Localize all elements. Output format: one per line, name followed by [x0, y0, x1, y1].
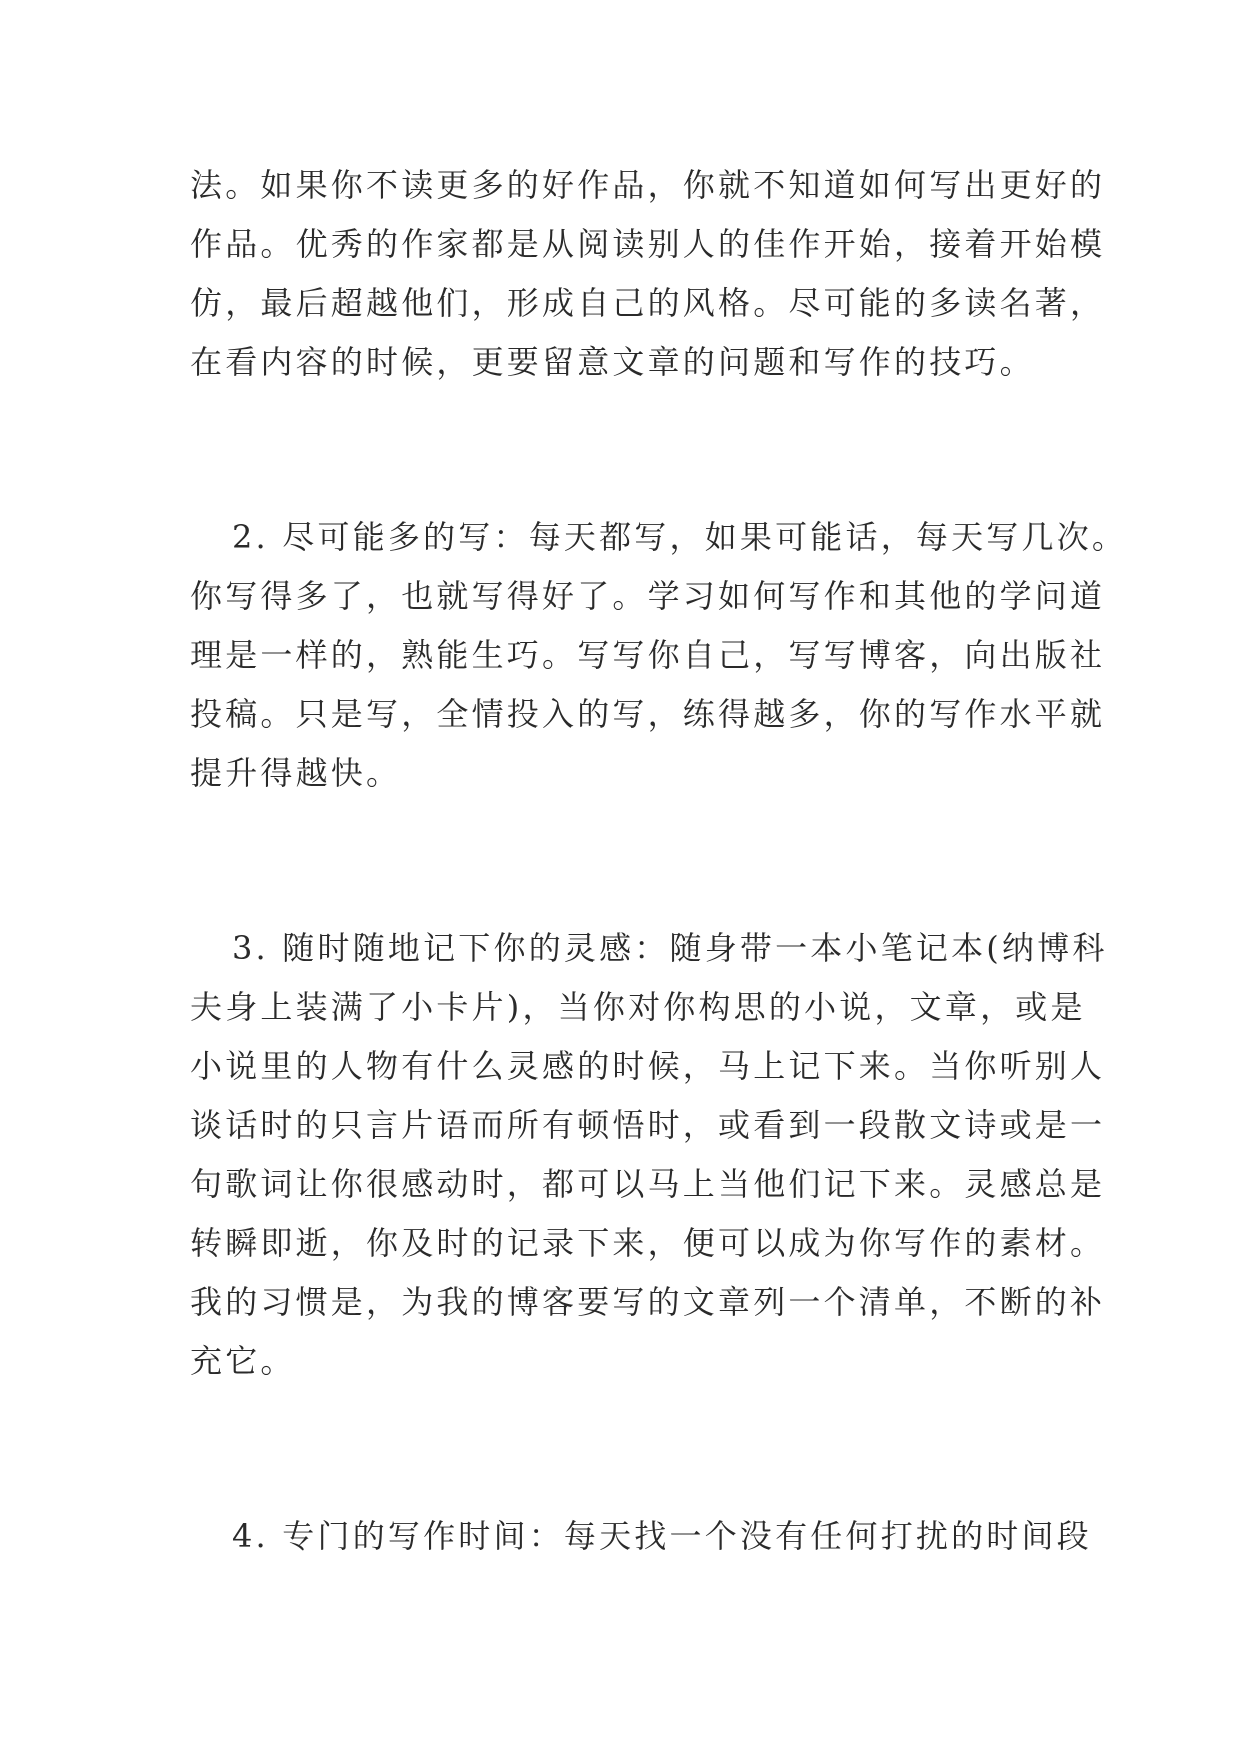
text-line: 充它。: [190, 1342, 296, 1380]
text-line: 我的习惯是，为我的博客要写的文章列一个清单，不断的补: [190, 1283, 1106, 1321]
text-line: 2. 尽可能多的写：每天都写，如果可能话，每天写几次。: [232, 518, 1128, 556]
text-line: 在看内容的时候，更要留意文章的问题和写作的技巧。: [190, 343, 1035, 381]
text-line: 夫身上装满了小卡片)，当你对你构思的小说，文章，或是: [190, 988, 1086, 1026]
text-line: 仿，最后超越他们，形成自己的风格。尽可能的多读名著，: [190, 284, 1106, 322]
text-line: 4. 专门的写作时间：每天找一个没有任何打扰的时间段: [232, 1517, 1092, 1555]
text-line: 理是一样的，熟能生巧。写写你自己，写写博客，向出版社: [190, 636, 1106, 674]
text-line: 谈话时的只言片语而所有顿悟时，或看到一段散文诗或是一: [190, 1106, 1106, 1144]
text-line: 投稿。只是写，全情投入的写，练得越多，你的写作水平就: [190, 695, 1106, 733]
text-line: 法。如果你不读更多的好作品，你就不知道如何写出更好的: [190, 166, 1106, 204]
text-line: 句歌词让你很感动时，都可以马上当他们记下来。灵感总是: [190, 1165, 1106, 1203]
text-line: 提升得越快。: [190, 754, 402, 792]
text-line: 转瞬即逝，你及时的记录下来，便可以成为你写作的素材。: [190, 1224, 1106, 1262]
text-line: 你写得多了，也就写得好了。学习如何写作和其他的学问道: [190, 577, 1106, 615]
text-line: 小说里的人物有什么灵感的时候，马上记下来。当你听别人: [190, 1047, 1106, 1085]
text-line: 3. 随时随地记下你的灵感：随身带一本小笔记本(纳博科: [232, 929, 1108, 967]
text-line: 作品。优秀的作家都是从阅读别人的佳作开始，接着开始模: [190, 225, 1106, 263]
